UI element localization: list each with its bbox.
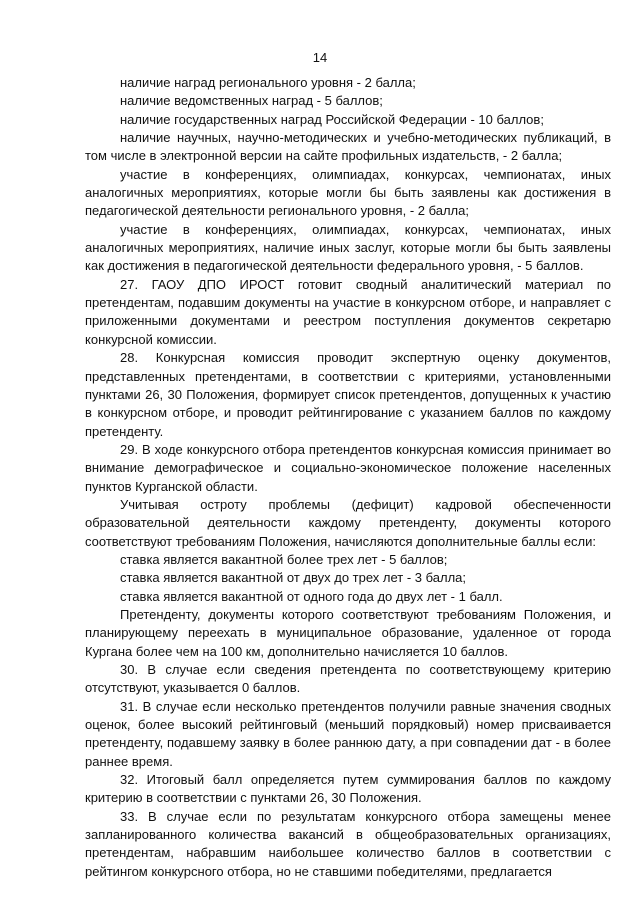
paragraph: наличие наград регионального уровня - 2 балла; (120, 75, 416, 90)
paragraph: 31. В случае если несколько претендентов получили равные значения сводных оценок, более высокий рейтинговый (меньший порядковый) номер присваивается претенденту, подавшему заявку в более раннюю дату, а при совпадении дат - в более раннее время. (85, 698, 611, 769)
page-number: 14 (312, 50, 328, 65)
paragraph: 32. Итоговый балл определяется путем суммирования баллов по каждому критерию в соответствии с пунктами 26, 30 Положения. (85, 772, 611, 806)
paragraph: 30. В случае если сведения претендента по соответствующему критерию отсутствуют, указывается 0 баллов. (85, 662, 611, 696)
paragraph: 29. В ходе конкурсного отбора претендентов конкурсная комиссия принимает во внимание демографическое и социально-экономическое положение населенных пунктов Курганской области. (85, 441, 611, 494)
paragraph: Учитывая остроту проблемы (дефицит) кадровой обеспеченности образовательной деятельности каждому претенденту, документы которого соответствуют требованиям Положения, начисляются дополнительные баллы если: (85, 496, 611, 549)
paragraph: участие в конференциях, олимпиадах, конкурсах, чемпионатах, иных аналогичных мероприятиях, которые могли бы быть заявлены как достижения в педагогической деятельности регионального уровня, - 2 балла; (85, 166, 611, 219)
paragraph: ставка является вакантной от одного года до двух лет - 1 балл. (120, 588, 503, 604)
paragraph: 33. В случае если по результатам конкурсного отбора замещены менее запланированного количества вакансий в общеобразовательных организациях, претендентам, набравшим наибольшее количество баллов в соответствии с рейтингом конкурсного отбора, но не ставшими победителями, предлагается (85, 808, 611, 879)
paragraph: участие в конференциях, олимпиадах, конкурсах, чемпионатах, иных аналогичных мероприятиях, наличие иных заслуг, которые могли бы быть заявлены как достижения в педагогической деятельности федерального уровня, - 5 баллов. (85, 221, 611, 274)
document-body (85, 74, 611, 881)
paragraph: 28. Конкурсная комиссия проводит экспертную оценку документов, представленных претендентами, в соответствии с критериями, установленными пунктами 26, 30 Положения, формирует список претендентов, допущенных к участию в конкурсном отборе, и проводит рейтингирование с указанием баллов по каждому претенденту. (85, 350, 611, 439)
paragraph: наличие научных, научно-методических и учебно-методических публикаций, в том числе в электронной версии на сайте профильных издательств, - 2 балла; (85, 130, 611, 164)
paragraph: Претенденту, документы которого соответствуют требованиям Положения, и планирующему переехать в муниципальное образование, удаленное от города Кургана более чем на 100 км, дополнительно начисляется 10 баллов. (85, 606, 611, 659)
paragraph: ставка является вакантной от двух до трех лет - 3 балла; (120, 570, 467, 586)
paragraph: наличие государственных наград Российской Федерации - 10 баллов; (120, 111, 544, 127)
paragraph: 27. ГАОУ ДПО ИРОСТ готовит сводный аналитический материал по претендентам, подавшим документы на участие в конкурсном отборе, и направляет с приложенными документами и реестром поступления документов секретарю конкурсной комиссии. (85, 276, 611, 347)
paragraph: наличие ведомственных наград - 5 баллов; (120, 93, 383, 109)
paragraph: ставка является вакантной более трех лет - 5 баллов; (120, 551, 448, 567)
